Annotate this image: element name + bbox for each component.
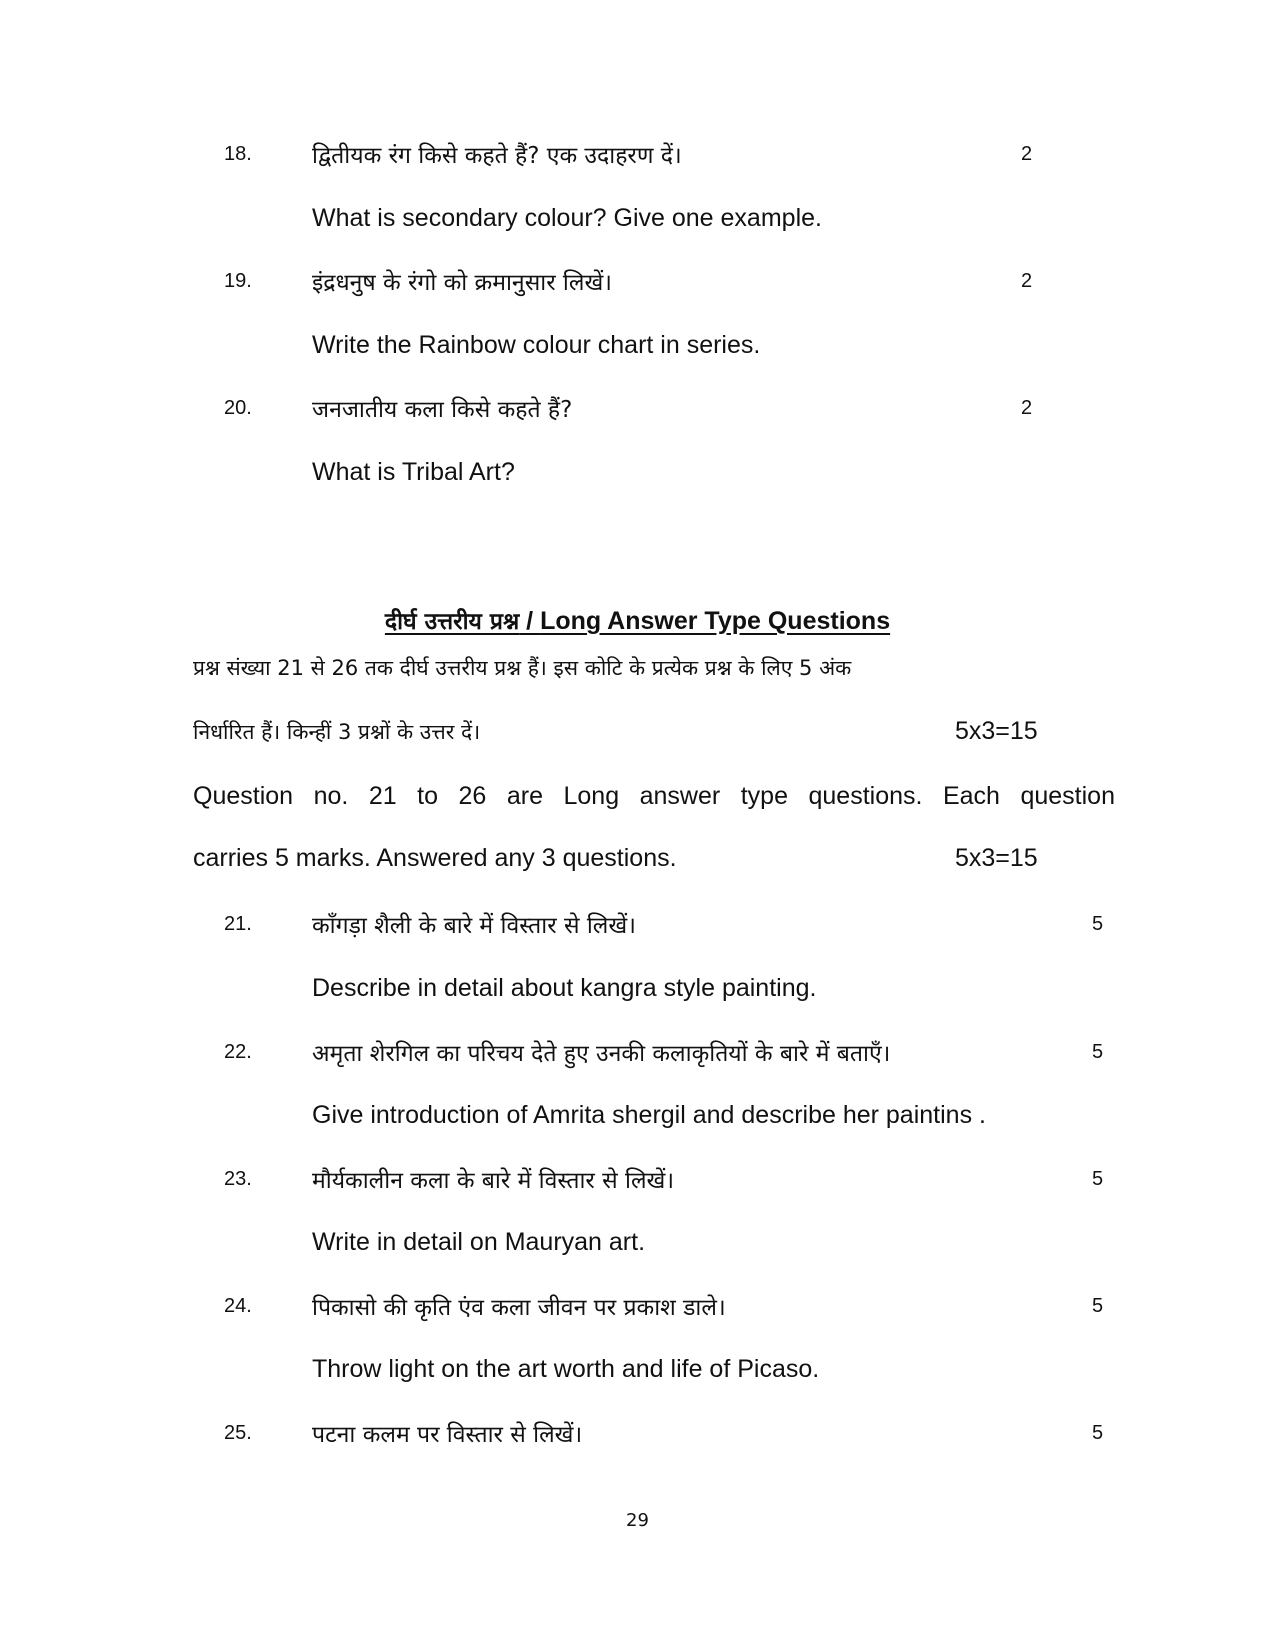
question-marks: 2 [1021, 270, 1033, 292]
section-heading [0, 604, 1275, 636]
question-marks: 5 [1092, 1041, 1104, 1063]
question-text-english: Describe in detail about kangra style painting. [312, 974, 817, 1002]
instructions-marks: 5x3=15 [955, 717, 1038, 745]
section-heading-english: Long Answer Type Questions [540, 607, 891, 635]
question-number: 20. [224, 397, 252, 419]
question-text-english: Write the Rainbow colour chart in series. [312, 331, 761, 359]
question-marks: 2 [1021, 143, 1033, 165]
question-marks: 2 [1021, 397, 1033, 419]
question-text-hindi: इंद्रधनुष के रंगो को क्रमानुसार लिखें। [312, 270, 612, 296]
question-text-hindi: जनजातीय कला किसे कहते हैं? [312, 397, 573, 423]
question-marks: 5 [1092, 1295, 1104, 1317]
question-text-hindi: मौर्यकालीन कला के बारे में विस्तार से लिखें। [312, 1168, 675, 1194]
question-number: 23. [224, 1168, 252, 1190]
question-number: 21. [224, 913, 252, 935]
section-heading-separator: / [519, 607, 541, 635]
question-number: 22. [224, 1041, 252, 1063]
question-marks: 5 [1092, 913, 1104, 935]
section-heading-hindi: दीर्घ उत्तरीय प्रश्न [384, 609, 520, 635]
question-text-hindi: अमृता शेरगिल का परिचय देते हुए उनकी कलाकृतियों के बारे में बताएँ। [312, 1041, 891, 1067]
question-number: 24. [224, 1295, 252, 1317]
question-text-hindi: पिकासो की कृति एंव कला जीवन पर प्रकाश डाले। [312, 1295, 726, 1321]
question-text-hindi: पटना कलम पर विस्तार से लिखें। [312, 1422, 583, 1448]
question-text-english: Write in detail on Mauryan art. [312, 1228, 646, 1256]
instructions-hindi-line-1 [193, 654, 1115, 682]
question-marks: 5 [1092, 1168, 1104, 1190]
question-text-hindi: काँगड़ा शैली के बारे में विस्तार से लिखें। [312, 913, 636, 939]
question-marks: 5 [1092, 1422, 1104, 1444]
question-text-hindi: द्वितीयक रंग किसे कहते हैं? एक उदाहरण दें। [312, 143, 682, 169]
question-number: 19. [224, 270, 252, 292]
question-text-english: Throw light on the art worth and life of Picaso. [312, 1355, 820, 1383]
question-number: 18. [224, 143, 252, 165]
page-number: 29 [626, 1510, 649, 1531]
question-text-english: What is Tribal Art? [312, 458, 515, 486]
instructions-hindi-line-2: निर्धारित हैं। किन्हीं 3 प्रश्नों के उत्तर दें। [193, 720, 481, 744]
question-text-english: Give introduction of Amrita shergil and describe her paintins . [312, 1101, 986, 1129]
question-text-english: What is secondary colour? Give one example. [312, 204, 822, 232]
instructions-english-line-2: carries 5 marks. Answered any 3 questions. [193, 844, 677, 872]
question-number: 25. [224, 1422, 252, 1444]
instructions-hindi-text-1: प्रश्न संख्या 21 से 26 तक दीर्घ उत्तरीय प्रश्न हैं। इस कोटि के प्रत्येक प्रश्न के लिए 5 अंक [193, 656, 852, 680]
instructions-marks: 5x3=15 [955, 844, 1038, 872]
instructions-english-line-1: Question no. 21 to 26 are Long answer type questions. Each question [193, 782, 1115, 810]
